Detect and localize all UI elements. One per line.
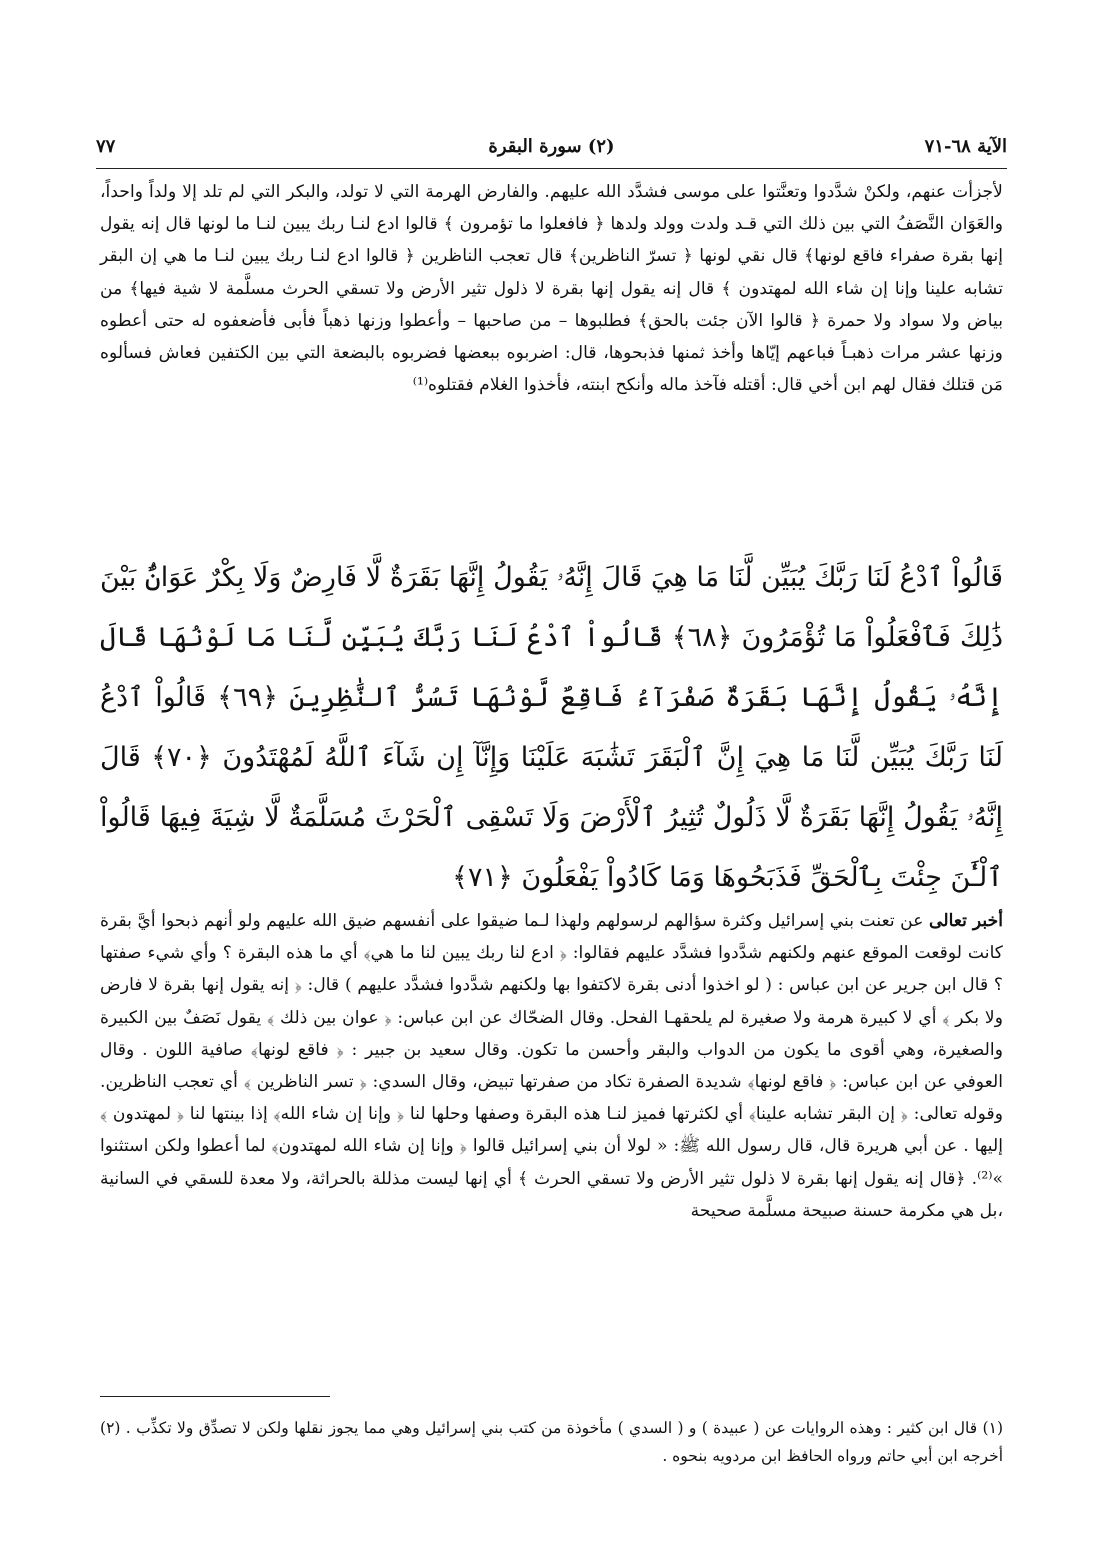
- page-number: ٧٧: [96, 136, 116, 157]
- footnote-divider: [100, 1396, 330, 1397]
- commentary-paragraph-1: لأجزأت عنهم، ولكنْ شدَّدوا وتعنَّتوا على موسى فشدَّد الله عليهم. والفارض الهرمة التي لا تولد، والبكر التي لم تلد إلا ولداً واحداً، والعَوَان النَّصَفُ التي بين ذلك التي قـد ولدت وولد ولدها ﴿ فافعلوا ما تؤمرون ﴾ قالوا ادع لنـا ربك يبين لنـا ما لونها قال إنه يقول إنها بقرة صفراء فاقع لونها﴾ قال نقي لونها ﴿ تسرّ الناظرين﴾ قال تعجب الناظرين ﴿ قالوا ادع لنـا ربك يبين لنـا ما هي إن البقر تشابه علينا وإنا إن شاء الله لمهتدون ﴾ قال إنه يقول إنها بقرة لا ذلول تثير الأرض ولا تسقي الحرث مسلَّمة لا شية فيها﴾ من بياض ولا سواد ولا حمرة ﴿ قالوا الآن جئت بالحق﴾ فطلبوها – من صاحبها – وأعطوا وزنها ذهباً فأبى فأضعفوه له حتى أعطوه وزنها عشر مرات ذهبـاً فباعهم إيّاها وأخذ ثمنها فذبحوها، قال: اضربوه ببعضها فضربوه بالبضعة التي بين الكتفين فعاش فسألوه مَن قتلك فقال لهم ابن أخي قال: أقتله فآخذ ماله وأنكح ابنته، فأخذوا الغلام فقتلوه⁽¹⁾: [100, 182, 1004, 396]
- paragraph-2-body: عن تعنت بني إسرائيل وكثرة سؤالهم لرسولهم ولهذا لـما ضيقوا على أنفسهم ضيق الله عليهم ولو أنهم ذبحوا أيَّ بقرة كانت لوقعت الموقع عنهم ولكنهم شدَّدوا فشدَّد عليهم فقالوا: ﴿ ادع لنا ربك يبين لنا ما هي﴾ أي ما هذه البقرة ؟ وأي شيء صفتها ؟ قال ابن جرير عن ابن عباس : ( لو اخذوا أدنى بقرة لاكتفوا بها ولكنهم شدَّدوا فشدَّد عليهم ) قال: ﴿ إنه يقول إنها بقرة لا فارض ولا بكر ﴾ أي لا كبيرة هرمة ولا صغيرة لم يلحقهـا الفحل. وقال الضحّاك عن ابن عباس: ﴿ عوان بين ذلك ﴾ يقول نَصَفٌ بين الكبيرة والصغيرة، وهي أقوى ما يكون من الدواب والبقر وأحسن ما تكون. وقال سعيد بن جبير : ﴿ فاقع لونها﴾ صافية اللون . وقال العوفي عن ابن عباس: ﴿ فاقع لونها﴾ شديدة الصفرة تكاد من صفرتها تبيض، وقال السدي: ﴿ تسر الناظرين ﴾ أي تعجب الناظرين. وقوله تعالى: ﴿ إن البقر تشابه علينا﴾ أي لكثرتها فميز لنـا هذه البقرة وصفها وحلها لنا ﴿ وإنا إن شاء الله﴾ إذا بينتها لنا ﴿ لمهتدون ﴾ إليها . عن أبي هريرة قال، قال رسول الله ﷺ: « لولا أن بني إسرائيل قالوا ﴿ وإنا إن شاء الله لمهتدون﴾ لما أعطوا ولكن استثنوا »⁽²⁾. ﴿قال إنه يقول إنها بقرة لا ذلول تثير الأرض ولا تسقي الحرث ﴾ أي إنها ليست مذللة بالحراثة، ولا معدة للسقي في السانية ،بل هي مكرمة حسنة صبيحة مسلَّمة صحيحة: [100, 911, 1003, 1221]
- commentary-paragraph-2: [100, 905, 1003, 1227]
- footnotes: (١) قال ابن كثير : وهذه الروايات عن ( عبيدة ) و ( السدي ) مأخوذة من كتب بني إسرائيل وهي مما يجوز نقلها ولكن لا تصدِّق ولا تكذِّب . (٢) أخرجه ابن أبي حاتم ورواه الحافظ ابن مردويه بنحوه .: [100, 1419, 1003, 1465]
- page-header: [96, 132, 1007, 169]
- paragraph-lead: أخبر تعالى: [929, 911, 1003, 931]
- surah-title: (٢) سورة البقرة: [488, 136, 615, 157]
- quran-verses: قَالُواْ ٱدْعُ لَنَا رَبَّكَ يُبَيِّن لَّنَا مَا هِيَ قَالَ إِنَّهُۥ يَقُولُ إِنَّهَا بَقَرَةٌ لَّا فَارِضٌ وَلَا بِكْرٌ عَوَانٌۢ بَيْنَ ذَٰلِكَ فَٱفْعَلُواْ مَا تُؤْمَرُونَ ﴿٦٨﴾ قَالُواْ ٱدْعُ لَنَا رَبَّكَ يُبَيِّن لَّنَا مَا لَوْنُهَا قَالَ إِنَّهُۥ يَقُولُ إِنَّهَا بَقَرَةٌ صَفْرَآءُ فَاقِعٌ لَّوْنُهَا تَسُرُّ ٱلنَّٰظِرِينَ ﴿٦٩﴾ قَالُواْ ٱدْعُ لَنَا رَبَّكَ يُبَيِّن لَّنَا مَا هِيَ إِنَّ ٱلْبَقَرَ تَشَٰبَهَ عَلَيْنَا وَإِنَّآ إِن شَآءَ ٱللَّهُ لَمُهْتَدُونَ ﴿٧٠﴾ قَالَ إِنَّهُۥ يَقُولُ إِنَّهَا بَقَرَةٌ لَّا ذَلُولٌ تُثِيرُ ٱلْأَرْضَ وَلَا تَسْقِى ٱلْحَرْثَ مُسَلَّمَةٌ لَّا شِيَةَ فِيهَا قَالُواْ ٱلْـَٰٔنَ جِئْتَ بِٱلْحَقِّ فَذَبَحُوهَا وَمَا كَادُواْ يَفْعَلُونَ ﴿٧١﴾: [100, 562, 1004, 893]
- verse-range: الآية ٦٨-٧١: [924, 136, 1007, 157]
